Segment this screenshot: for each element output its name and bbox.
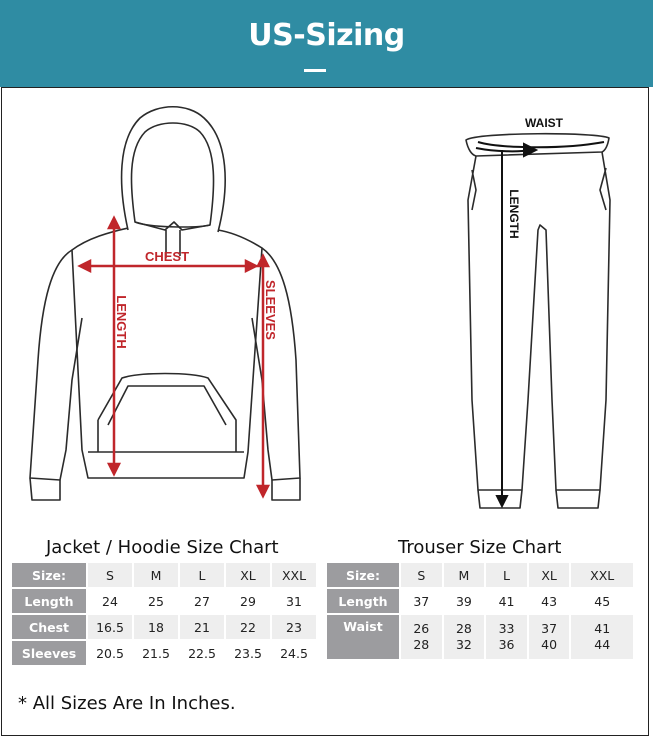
table-cell: 27 bbox=[180, 589, 224, 613]
size-col-s: S bbox=[401, 563, 442, 587]
table-cell bbox=[401, 615, 442, 659]
table-row bbox=[327, 589, 633, 613]
table-row bbox=[12, 563, 316, 587]
size-col-xl: XL bbox=[529, 563, 570, 587]
table-cell: 43 bbox=[529, 589, 570, 613]
table-row bbox=[12, 641, 316, 665]
size-header: Size: bbox=[12, 563, 86, 587]
table-row bbox=[327, 615, 633, 659]
waist-low: 33 bbox=[498, 621, 515, 636]
table-cell bbox=[486, 615, 527, 659]
waist-high: 28 bbox=[413, 637, 430, 652]
row-label-waist: Waist bbox=[327, 615, 399, 659]
table-cell: 18 bbox=[134, 615, 178, 639]
row-label-sleeves: Sleeves bbox=[12, 641, 86, 665]
table-row bbox=[12, 589, 316, 613]
table-cell: 24.5 bbox=[272, 641, 316, 665]
waist-low: 37 bbox=[541, 621, 558, 636]
size-col-xl: XL bbox=[226, 563, 270, 587]
chest-label: CHEST bbox=[144, 249, 190, 264]
jacket-length-label: LENGTH bbox=[114, 295, 129, 349]
table-cell: 21 bbox=[180, 615, 224, 639]
waist-label: WAIST bbox=[525, 116, 563, 130]
trouser-illustration bbox=[466, 134, 610, 508]
jacket-chart-title: Jacket / Hoodie Size Chart bbox=[46, 537, 279, 558]
table-cell: 22.5 bbox=[180, 641, 224, 665]
page-title: US-Sizing bbox=[248, 18, 405, 53]
table-cell: 24 bbox=[88, 589, 132, 613]
trouser-chart-title: Trouser Size Chart bbox=[398, 537, 562, 558]
table-cell: 21.5 bbox=[134, 641, 178, 665]
table-cell: 39 bbox=[444, 589, 485, 613]
waist-low: 41 bbox=[594, 621, 611, 636]
table-cell bbox=[444, 615, 485, 659]
trouser-size-table bbox=[325, 561, 635, 661]
size-col-s: S bbox=[88, 563, 132, 587]
footnote: * All Sizes Are In Inches. bbox=[18, 693, 236, 714]
size-col-xxl: XXL bbox=[272, 563, 316, 587]
waist-high: 32 bbox=[455, 637, 472, 652]
table-cell: 16.5 bbox=[88, 615, 132, 639]
table-cell: 45 bbox=[571, 589, 633, 613]
table-cell: 20.5 bbox=[88, 641, 132, 665]
waist-low: 28 bbox=[455, 621, 472, 636]
size-col-m: M bbox=[444, 563, 485, 587]
table-cell: 31 bbox=[272, 589, 316, 613]
table-cell: 37 bbox=[401, 589, 442, 613]
table-cell bbox=[529, 615, 570, 659]
size-col-l: L bbox=[486, 563, 527, 587]
row-label-length: Length bbox=[12, 589, 86, 613]
table-cell: 29 bbox=[226, 589, 270, 613]
size-header: Size: bbox=[327, 563, 399, 587]
table-cell: 23.5 bbox=[226, 641, 270, 665]
table-cell: 25 bbox=[134, 589, 178, 613]
sleeves-label: SLEEVES bbox=[263, 280, 278, 340]
trouser-measurements bbox=[476, 142, 604, 506]
size-col-m: M bbox=[134, 563, 178, 587]
trouser-length-label: LENGTH bbox=[507, 189, 521, 239]
table-cell: 41 bbox=[486, 589, 527, 613]
size-col-xxl: XXL bbox=[571, 563, 633, 587]
table-cell bbox=[571, 615, 633, 659]
waist-high: 36 bbox=[498, 637, 515, 652]
waist-low: 26 bbox=[413, 621, 430, 636]
table-cell: 23 bbox=[272, 615, 316, 639]
table-row bbox=[327, 563, 633, 587]
waist-high: 44 bbox=[594, 637, 611, 652]
waist-high: 40 bbox=[541, 637, 558, 652]
row-label-chest: Chest bbox=[12, 615, 86, 639]
size-col-l: L bbox=[180, 563, 224, 587]
table-cell: 22 bbox=[226, 615, 270, 639]
hoodie-illustration bbox=[30, 107, 300, 500]
jacket-size-table bbox=[10, 561, 318, 667]
row-label-length: Length bbox=[327, 589, 399, 613]
table-row bbox=[12, 615, 316, 639]
